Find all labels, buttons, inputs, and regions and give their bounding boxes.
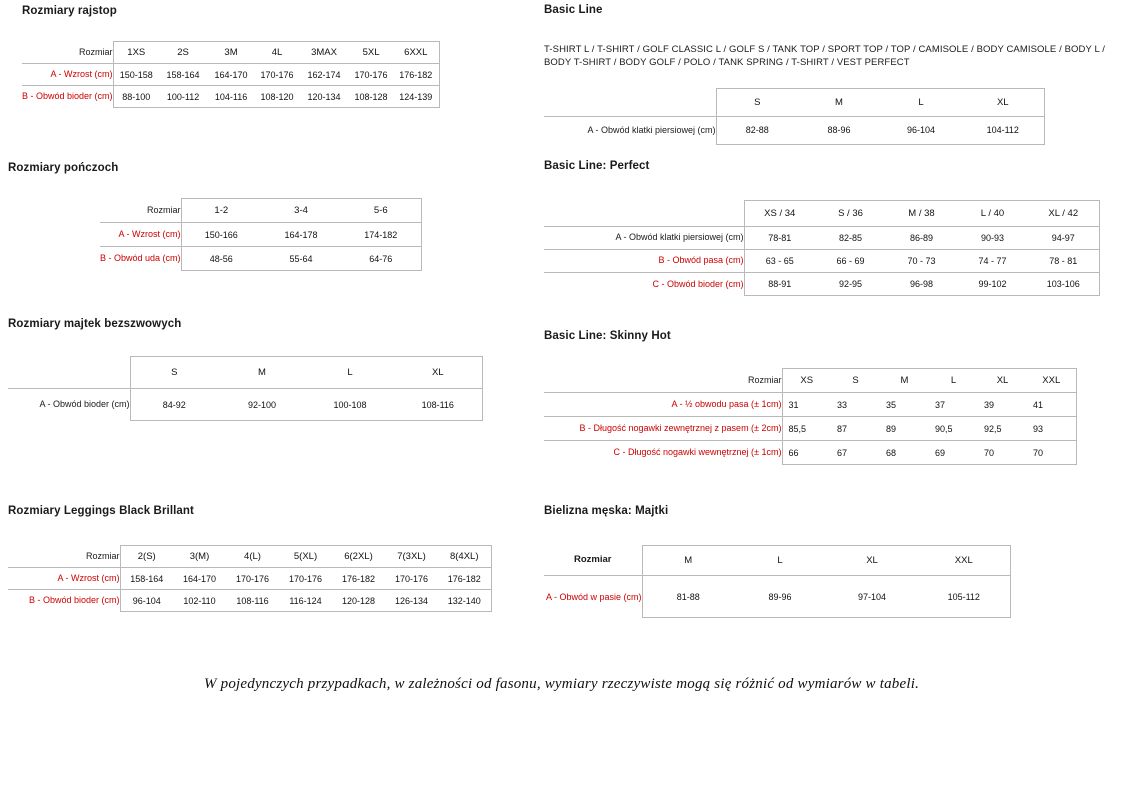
column-header: 6XXL [393, 42, 439, 64]
row-label: B - Obwód uda (cm) [100, 247, 181, 271]
column-header: 4L [255, 42, 299, 64]
cell: 70 [1027, 441, 1076, 465]
cell: 170-176 [385, 568, 438, 590]
cell: 94-97 [1028, 227, 1099, 250]
corner-label: Rozmiar [574, 554, 612, 566]
row-label: A - Wzrost (cm) [22, 64, 113, 86]
column-header: XXL [918, 546, 1010, 576]
cell: 70 [978, 441, 1027, 465]
corner-label: Rozmiar [147, 204, 181, 215]
table-perfect-wrap [544, 200, 1100, 296]
column-header: XL [826, 546, 918, 576]
section-basic-line [544, 4, 1122, 145]
column-header: L [929, 369, 978, 393]
cell: 120-128 [332, 590, 385, 612]
table-row [100, 247, 421, 271]
cell: 99-102 [957, 273, 1028, 296]
left-column [0, 0, 540, 660]
section-title: Rozmiary majtek bezszwowych [8, 318, 182, 330]
row-label: A - ½ obwodu pasa (± 1cm) [544, 393, 782, 417]
cell: 102-110 [173, 590, 226, 612]
table-row [8, 389, 482, 421]
corner-label [544, 201, 744, 227]
cell: 150-166 [181, 223, 261, 247]
row-label: C - Długość nogawki wewnętrznej (± 1cm) [544, 441, 782, 465]
column-header: S [831, 369, 880, 393]
table-skinny-wrap [544, 368, 1077, 465]
cell: 158-164 [120, 568, 173, 590]
corner-label [8, 357, 130, 389]
row-label: B - Długość nogawki zewnętrznej z pasem (± 2cm) [544, 417, 782, 441]
row-label: B - Obwód pasa (cm) [544, 250, 744, 273]
column-header: 5XL [349, 42, 393, 64]
column-header: 1XS [113, 42, 159, 64]
column-header: 2(S) [120, 546, 173, 568]
corner-label: Rozmiar [747, 374, 782, 385]
column-header: XS [782, 369, 831, 393]
cell: 164-178 [261, 223, 341, 247]
row-label: A - Obwód klatki piersiowej (cm) [544, 227, 744, 250]
cell: 132-140 [438, 590, 491, 612]
table-row [22, 64, 439, 86]
footer-note: W pojedynczych przypadkach, w zależności od fasonu, wymiary rzeczywiste mogą się różnić od wymiarów w tabeli. [203, 676, 920, 692]
cell: 64-76 [341, 247, 421, 271]
table-row [544, 273, 1099, 296]
table-header-row [544, 201, 1099, 227]
column-header: XL [394, 357, 482, 389]
cell: 170-176 [255, 64, 299, 86]
table-header-row [100, 199, 421, 223]
table-rajstopy [22, 41, 440, 108]
cell: 63 - 65 [744, 250, 815, 273]
section-title: Basic Line: Skinny Hot [544, 330, 671, 342]
table-majtki-wrap [8, 356, 483, 421]
table-row [544, 441, 1076, 465]
cell: 78-81 [744, 227, 815, 250]
row-label: C - Obwód bioder (cm) [544, 273, 744, 296]
table-basic-line-skinny-hot [544, 368, 1077, 465]
cell: 158-164 [159, 64, 207, 86]
cell: 164-170 [207, 64, 255, 86]
cell: 93 [1027, 417, 1076, 441]
section-bielizna-meska [544, 505, 1011, 618]
section-title: Rozmiary pończoch [8, 162, 119, 174]
cell: 70 - 73 [886, 250, 957, 273]
table-header-row [544, 88, 1044, 116]
table-row [544, 227, 1099, 250]
section-subtitle: T-SHIRT L / T-SHIRT / GOLF CLASSIC L / GOLF S / TANK TOP / SPORT TOP / TOP / CAMISOLE / BODY CAMISOLE / BODY L / BODY T-SHIRT / BODY GOLF / POLO / TANK SPRING / T-SHIRT / VEST PERFECT [544, 44, 1105, 68]
cell: 170-176 [226, 568, 279, 590]
column-header: 1-2 [181, 199, 261, 223]
cell: 35 [880, 393, 929, 417]
column-header: 7(3XL) [385, 546, 438, 568]
cell: 90-93 [957, 227, 1028, 250]
column-header: XL [962, 88, 1044, 116]
cell: 90,5 [929, 417, 978, 441]
column-header: 3(M) [173, 546, 226, 568]
table-row [100, 223, 421, 247]
table-header-row [22, 42, 439, 64]
cell: 108-128 [349, 86, 393, 108]
column-header: L / 40 [957, 201, 1028, 227]
section-skinny-hot [544, 330, 1077, 465]
column-header: M / 38 [886, 201, 957, 227]
column-header: XS / 34 [744, 201, 815, 227]
section-title: Basic Line [544, 4, 603, 16]
cell: 67 [831, 441, 880, 465]
cell: 120-134 [299, 86, 349, 108]
cell: 170-176 [349, 64, 393, 86]
row-label: B - Obwód bioder (cm) [22, 86, 113, 108]
row-label: A - Wzrost (cm) [100, 223, 181, 247]
section-title: Basic Line: Perfect [544, 160, 650, 172]
cell: 104-116 [207, 86, 255, 108]
cell: 92,5 [978, 417, 1027, 441]
cell: 108-120 [255, 86, 299, 108]
cell: 66 [782, 441, 831, 465]
table-basic-line [544, 88, 1045, 145]
cell: 97-104 [826, 576, 918, 618]
cell: 174-182 [341, 223, 421, 247]
cell: 88-96 [798, 116, 880, 144]
column-header: S [130, 357, 218, 389]
cell: 87 [831, 417, 880, 441]
table-majtki-bezszwowe [8, 356, 483, 421]
table-header-row [8, 357, 482, 389]
table-row [544, 250, 1099, 273]
cell: 41 [1027, 393, 1076, 417]
table-basic-line-wrap [544, 88, 1122, 145]
cell: 176-182 [332, 568, 385, 590]
column-header: 6(2XL) [332, 546, 385, 568]
column-header: 4(L) [226, 546, 279, 568]
column-header: M [218, 357, 306, 389]
column-header: 3MAX [299, 42, 349, 64]
cell: 69 [929, 441, 978, 465]
cell: 74 - 77 [957, 250, 1028, 273]
cell: 84-92 [130, 389, 218, 421]
section-title: Bielizna męska: Majtki [544, 505, 669, 517]
cell: 81-88 [642, 576, 734, 618]
table-row [22, 86, 439, 108]
table-ponczochy-wrap [100, 198, 422, 271]
cell: 108-116 [394, 389, 482, 421]
table-row [544, 116, 1044, 144]
table-row [8, 568, 491, 590]
row-label: A - Obwód w pasie (cm) [544, 576, 642, 618]
table-header-row [544, 369, 1076, 393]
cell: 37 [929, 393, 978, 417]
column-header: S / 36 [815, 201, 886, 227]
section-title: Rozmiary rajstop [22, 5, 117, 17]
cell: 89-96 [734, 576, 826, 618]
row-label: A - Obwód klatki piersiowej (cm) [544, 116, 716, 144]
table-rajstopy-wrap [22, 41, 440, 108]
section-basic-line-perfect [544, 160, 1100, 296]
section-title: Rozmiary Leggings Black Brillant [8, 505, 194, 517]
cell: 126-134 [385, 590, 438, 612]
column-header: 3M [207, 42, 255, 64]
cell: 176-182 [393, 64, 439, 86]
table-leggings-wrap [8, 545, 492, 612]
cell: 78 - 81 [1028, 250, 1099, 273]
column-header: 5-6 [341, 199, 421, 223]
cell: 85,5 [782, 417, 831, 441]
cell: 48-56 [181, 247, 261, 271]
table-basic-line-perfect [544, 200, 1100, 296]
column-header: XL [978, 369, 1027, 393]
cell: 116-124 [279, 590, 332, 612]
cell: 96-98 [886, 273, 957, 296]
column-header: 2S [159, 42, 207, 64]
cell: 89 [880, 417, 929, 441]
table-row [8, 590, 491, 612]
cell: 150-158 [113, 64, 159, 86]
column-header: L [306, 357, 394, 389]
column-header: L [734, 546, 826, 576]
corner-label [544, 88, 716, 116]
cell: 86-89 [886, 227, 957, 250]
column-header: XL / 42 [1028, 201, 1099, 227]
table-bielizna-meska-majtki [544, 545, 1011, 618]
cell: 96-104 [880, 116, 962, 144]
cell: 176-182 [438, 568, 491, 590]
column-header: M [798, 88, 880, 116]
table-leggings [8, 545, 492, 612]
table-bielizna-wrap [544, 545, 1011, 618]
cell: 82-88 [716, 116, 798, 144]
column-header: XXL [1027, 369, 1076, 393]
column-header: S [716, 88, 798, 116]
cell: 68 [880, 441, 929, 465]
corner-label: Rozmiar [79, 46, 113, 57]
cell: 31 [782, 393, 831, 417]
row-label: A - Obwód bioder (cm) [8, 389, 130, 421]
cell: 66 - 69 [815, 250, 886, 273]
table-row [544, 393, 1076, 417]
cell: 170-176 [279, 568, 332, 590]
cell: 164-170 [173, 568, 226, 590]
table-ponczochy [100, 198, 422, 271]
cell: 162-174 [299, 64, 349, 86]
section-leggings [8, 505, 492, 612]
column-header: 8(4XL) [438, 546, 491, 568]
column-header: M [642, 546, 734, 576]
table-row [544, 576, 1010, 618]
cell: 55-64 [261, 247, 341, 271]
column-header: 5(XL) [279, 546, 332, 568]
corner-label: Rozmiar [85, 550, 120, 561]
right-column [542, 0, 1123, 660]
cell: 124-139 [393, 86, 439, 108]
section-ponczochy [8, 162, 422, 271]
section-majtki-bezszwowe [8, 318, 483, 421]
cell: 100-112 [159, 86, 207, 108]
cell: 88-100 [113, 86, 159, 108]
cell: 39 [978, 393, 1027, 417]
cell: 103-106 [1028, 273, 1099, 296]
cell: 92-100 [218, 389, 306, 421]
cell: 100-108 [306, 389, 394, 421]
cell: 82-85 [815, 227, 886, 250]
column-header: 3-4 [261, 199, 341, 223]
table-header-row [544, 546, 1010, 576]
section-rajstopy [22, 5, 440, 108]
row-label: B - Obwód bioder (cm) [8, 590, 120, 612]
cell: 108-116 [226, 590, 279, 612]
cell: 104-112 [962, 116, 1044, 144]
column-header: M [880, 369, 929, 393]
row-label: A - Wzrost (cm) [8, 568, 120, 590]
column-header: L [880, 88, 962, 116]
cell: 96-104 [120, 590, 173, 612]
table-row [544, 417, 1076, 441]
table-header-row [8, 546, 491, 568]
cell: 92-95 [815, 273, 886, 296]
cell: 88-91 [744, 273, 815, 296]
cell: 33 [831, 393, 880, 417]
cell: 105-112 [918, 576, 1010, 618]
